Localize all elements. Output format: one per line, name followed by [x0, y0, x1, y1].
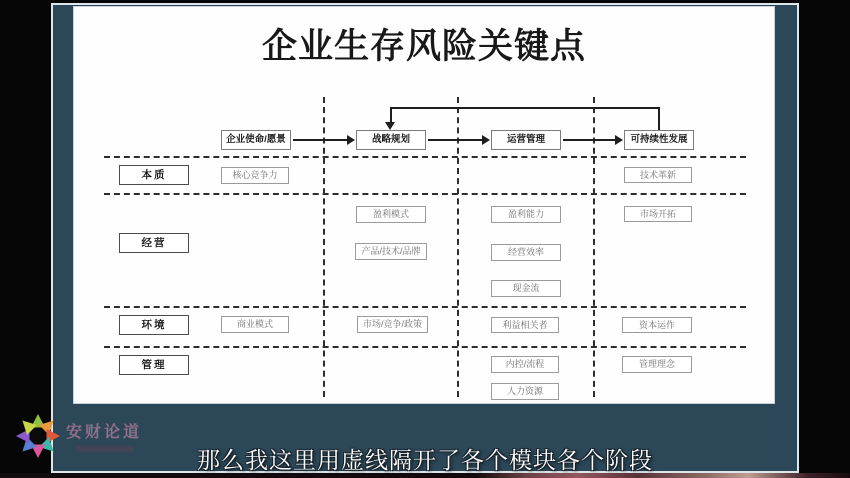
- item-node: 资本运作: [622, 317, 692, 333]
- row-divider-2: [104, 193, 746, 195]
- row-label: 经营: [119, 233, 189, 253]
- item-node: 核心竞争力: [221, 167, 289, 184]
- column-divider-3: [593, 97, 595, 397]
- item-node: 经营效率: [491, 244, 561, 261]
- row-label: 环境: [119, 315, 189, 335]
- feedback-loop-right: [658, 107, 660, 131]
- logo-tagline: [76, 446, 134, 452]
- stage-node: 可持续性发展: [624, 130, 694, 150]
- item-node: 管理理念: [622, 356, 692, 373]
- column-divider-1: [323, 97, 325, 397]
- logo-name: 安财论道: [66, 424, 143, 441]
- feedback-loop-left: [390, 107, 392, 123]
- item-node: 内控/流程: [491, 356, 559, 373]
- item-node: 盈利模式: [356, 206, 426, 223]
- column-divider-2: [457, 97, 459, 397]
- item-node: 商业模式: [221, 316, 289, 333]
- video-frame: [51, 3, 799, 473]
- row-divider-1: [104, 156, 746, 158]
- feedback-loop-top: [391, 107, 659, 109]
- risk-flow-diagram: [74, 7, 776, 405]
- pinwheel-logo-icon: [14, 412, 62, 460]
- subtitle-caption: 那么我这里用虚线隔开了各个模块各个阶段: [197, 447, 653, 473]
- stage-node: 战略规划: [356, 130, 426, 150]
- item-node: 市场开拓: [624, 206, 692, 222]
- row-label: 本质: [119, 165, 189, 185]
- item-node: 利益相关者: [491, 317, 559, 333]
- item-node: 市场/竞争/政策: [357, 316, 428, 333]
- item-node: 现金流: [491, 280, 561, 297]
- row-divider-3: [104, 306, 746, 308]
- stage-node: 企业使命/愿景: [221, 130, 291, 150]
- slide-title: 企业生存风险关键点: [261, 27, 586, 66]
- item-node: 产品/技术/品牌: [355, 243, 427, 260]
- stage-node: 运营管理: [491, 130, 561, 150]
- feedback-loop-arrowhead-icon: [385, 122, 395, 130]
- item-node: 人力资源: [491, 383, 559, 400]
- flow-arrow-3: [563, 139, 621, 141]
- item-node: 盈利能力: [491, 206, 561, 223]
- row-label: 管理: [119, 355, 189, 375]
- presentation-slide: [73, 6, 775, 404]
- row-divider-4: [104, 346, 746, 348]
- flow-arrow-2: [428, 139, 488, 141]
- item-node: 技术革新: [624, 167, 692, 183]
- bottom-strip: [0, 473, 850, 478]
- flow-arrow-1: [293, 139, 353, 141]
- channel-logo: [0, 405, 200, 473]
